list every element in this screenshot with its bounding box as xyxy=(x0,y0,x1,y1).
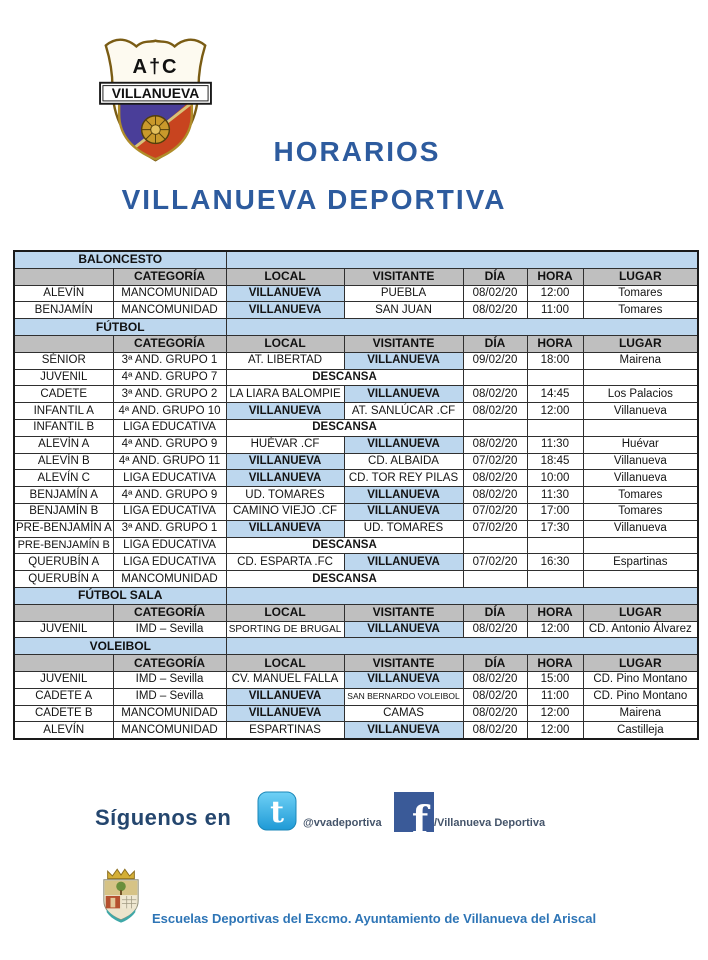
cell-team: JUVENIL xyxy=(14,671,113,688)
cell-hora: 12:00 xyxy=(527,403,583,420)
cell-visitante: CD. TOR REY PILAS xyxy=(344,470,463,487)
cell-category: LIGA EDUCATIVA xyxy=(113,503,226,520)
cell-local: LA LIARA BALOMPIE xyxy=(226,386,344,403)
cell-team: ALEVÍN xyxy=(14,285,113,302)
cell-team: PRE-BENJAMÍN A xyxy=(14,520,113,537)
cell-dia xyxy=(463,571,527,588)
credit-text: Escuelas Deportivas del Excmo. Ayuntamiento de Villanueva del Ariscal xyxy=(152,911,597,926)
cell-category: IMD – Sevilla xyxy=(113,621,226,638)
cell-dia: 08/02/20 xyxy=(463,671,527,688)
cell-visitante: VILLANUEVA xyxy=(344,722,463,739)
section-title-spacer xyxy=(226,251,698,268)
club-crest-logo xyxy=(98,34,213,169)
cell-visitante: CD. ALBAIDA xyxy=(344,453,463,470)
follow-us-label: Síguenos en xyxy=(95,805,232,830)
column-header: CATEGORÍA xyxy=(113,655,226,672)
cell-hora: 12:00 xyxy=(527,621,583,638)
twitter-glyph: t xyxy=(270,795,284,830)
cell-lugar: Tomares xyxy=(583,302,698,319)
column-header: HORA xyxy=(527,655,583,672)
cell-visitante: VILLANUEVA xyxy=(344,554,463,571)
section-title-spacer xyxy=(226,638,698,655)
column-header-blank xyxy=(14,268,113,285)
table-row xyxy=(14,722,698,739)
cell-local: VILLANUEVA xyxy=(226,453,344,470)
cell-local: CAMINO VIEJO .CF xyxy=(226,503,344,520)
column-header: HORA xyxy=(527,604,583,621)
cell-lugar: Mairena xyxy=(583,705,698,722)
cell-hora: 14:45 xyxy=(527,386,583,403)
column-header: VISITANTE xyxy=(344,655,463,672)
column-header: LOCAL xyxy=(226,655,344,672)
cell-visitante: VILLANUEVA xyxy=(344,621,463,638)
cell-visitante: PUEBLA xyxy=(344,285,463,302)
cell-hora: 15:00 xyxy=(527,671,583,688)
table-row xyxy=(14,503,698,520)
cell-dia: 08/02/20 xyxy=(463,705,527,722)
cell-lugar: CD. Pino Montano xyxy=(583,671,698,688)
cell-team: QUERUBÍN A xyxy=(14,554,113,571)
section-row xyxy=(14,319,698,336)
column-header: VISITANTE xyxy=(344,335,463,352)
cell-team: BENJAMÍN A xyxy=(14,487,113,504)
section-title: FÚTBOL SALA xyxy=(14,587,226,604)
cell-hora: 11:30 xyxy=(527,436,583,453)
cell-lugar xyxy=(583,537,698,554)
cell-local: ESPARTINAS xyxy=(226,722,344,739)
cell-category: 4ª AND. GRUPO 10 xyxy=(113,403,226,420)
cell-category: 4ª AND. GRUPO 9 xyxy=(113,436,226,453)
table-row xyxy=(14,302,698,319)
cell-visitante: VILLANUEVA xyxy=(344,503,463,520)
cell-dia: 07/02/20 xyxy=(463,554,527,571)
cell-lugar: Villanueva xyxy=(583,520,698,537)
cell-dia: 08/02/20 xyxy=(463,386,527,403)
column-header-blank xyxy=(14,335,113,352)
cell-dia: 08/02/20 xyxy=(463,688,527,705)
cell-local: UD. TOMARES xyxy=(226,487,344,504)
column-header: LUGAR xyxy=(583,268,698,285)
cell-hora: 11:00 xyxy=(527,302,583,319)
cell-hora: 18:45 xyxy=(527,453,583,470)
cell-lugar: Tomares xyxy=(583,285,698,302)
twitter-icon xyxy=(257,791,297,837)
cell-category: MANCOMUNIDAD xyxy=(113,705,226,722)
cell-category: LIGA EDUCATIVA xyxy=(113,554,226,571)
cell-lugar xyxy=(583,419,698,436)
cell-local: SPORTING DE BRUGAL xyxy=(226,621,344,638)
cell-lugar: Espartinas xyxy=(583,554,698,571)
cell-local: VILLANUEVA xyxy=(226,520,344,537)
column-header: VISITANTE xyxy=(344,268,463,285)
cell-team: CADETE A xyxy=(14,688,113,705)
cell-lugar: Castilleja xyxy=(583,722,698,739)
table-row xyxy=(14,554,698,571)
cell-lugar xyxy=(583,369,698,386)
cell-dia: 07/02/20 xyxy=(463,453,527,470)
club-crest-icon xyxy=(98,34,213,164)
cell-lugar: Huévar xyxy=(583,436,698,453)
cell-dia: 09/02/20 xyxy=(463,352,527,369)
cell-descansa: DESCANSA xyxy=(226,537,463,554)
cell-lugar: Los Palacios xyxy=(583,386,698,403)
column-header: DÍA xyxy=(463,655,527,672)
cell-dia xyxy=(463,537,527,554)
cell-lugar: Tomares xyxy=(583,503,698,520)
column-header: VISITANTE xyxy=(344,604,463,621)
column-header-row xyxy=(14,655,698,672)
cell-category: LIGA EDUCATIVA xyxy=(113,419,226,436)
cell-descansa: DESCANSA xyxy=(226,571,463,588)
table-row xyxy=(14,705,698,722)
cell-team: JUVENIL xyxy=(14,369,113,386)
cell-category: 4ª AND. GRUPO 7 xyxy=(113,369,226,386)
cell-local: CD. ESPARTA .FC xyxy=(226,554,344,571)
cell-team: PRE-BENJAMÍN B xyxy=(14,537,113,554)
cell-category: IMD – Sevilla xyxy=(113,688,226,705)
cell-category: MANCOMUNIDAD xyxy=(113,302,226,319)
cell-team: ALEVÍN B xyxy=(14,453,113,470)
cell-visitante: SAN JUAN xyxy=(344,302,463,319)
cell-local: VILLANUEVA xyxy=(226,302,344,319)
column-header: CATEGORÍA xyxy=(113,268,226,285)
cell-hora: 17:30 xyxy=(527,520,583,537)
column-header-blank xyxy=(14,604,113,621)
section-row xyxy=(14,587,698,604)
table-row xyxy=(14,419,698,436)
twitter-handle: @vvadeportiva xyxy=(303,817,382,829)
cell-hora: 11:00 xyxy=(527,688,583,705)
cell-dia xyxy=(463,369,527,386)
cell-dia: 08/02/20 xyxy=(463,470,527,487)
cell-hora xyxy=(527,537,583,554)
page-title: HORARIOS xyxy=(273,136,441,167)
cell-category: MANCOMUNIDAD xyxy=(113,722,226,739)
cell-team: ALEVÍN A xyxy=(14,436,113,453)
table-row xyxy=(14,537,698,554)
cell-dia: 08/02/20 xyxy=(463,302,527,319)
cell-lugar: CD. Pino Montano xyxy=(583,688,698,705)
cell-team: ALEVÍN C xyxy=(14,470,113,487)
cell-hora: 11:30 xyxy=(527,487,583,504)
column-header: HORA xyxy=(527,335,583,352)
column-header: LOCAL xyxy=(226,604,344,621)
cell-hora: 10:00 xyxy=(527,470,583,487)
cell-visitante: SAN BERNARDO VOLEIBOL xyxy=(344,688,463,705)
town-crest-icon xyxy=(100,866,142,929)
cell-hora: 17:00 xyxy=(527,503,583,520)
cell-dia: 08/02/20 xyxy=(463,487,527,504)
table-row xyxy=(14,520,698,537)
cell-category: 4ª AND. GRUPO 9 xyxy=(113,487,226,504)
cell-lugar: Villanueva xyxy=(583,403,698,420)
cell-dia: 08/02/20 xyxy=(463,621,527,638)
cell-dia: 08/02/20 xyxy=(463,285,527,302)
cell-descansa: DESCANSA xyxy=(226,369,463,386)
column-header: DÍA xyxy=(463,335,527,352)
table-row xyxy=(14,470,698,487)
cell-category: 3ª AND. GRUPO 1 xyxy=(113,520,226,537)
cell-team: BENJAMÍN B xyxy=(14,503,113,520)
column-header: CATEGORÍA xyxy=(113,604,226,621)
facebook-icon xyxy=(394,792,434,837)
facebook-glyph: f xyxy=(411,797,429,832)
cell-visitante: VILLANUEVA xyxy=(344,487,463,504)
section-title-spacer xyxy=(226,587,698,604)
cell-hora xyxy=(527,419,583,436)
column-header-row xyxy=(14,604,698,621)
cell-local: VILLANUEVA xyxy=(226,470,344,487)
cell-category: MANCOMUNIDAD xyxy=(113,571,226,588)
column-header-row xyxy=(14,335,698,352)
cell-hora: 12:00 xyxy=(527,285,583,302)
column-header: CATEGORÍA xyxy=(113,335,226,352)
cell-local: HUÉVAR .CF xyxy=(226,436,344,453)
cell-team: CADETE B xyxy=(14,705,113,722)
table-row xyxy=(14,285,698,302)
cell-local: VILLANUEVA xyxy=(226,688,344,705)
cell-dia xyxy=(463,419,527,436)
cell-team: INFANTIL B xyxy=(14,419,113,436)
cell-visitante: VILLANUEVA xyxy=(344,386,463,403)
cell-category: MANCOMUNIDAD xyxy=(113,285,226,302)
cell-visitante: VILLANUEVA xyxy=(344,352,463,369)
cell-dia: 08/02/20 xyxy=(463,403,527,420)
cell-team: SÉNIOR xyxy=(14,352,113,369)
table-row xyxy=(14,453,698,470)
table-row xyxy=(14,436,698,453)
page-subtitle: VILLANUEVA DEPORTIVA xyxy=(121,184,507,215)
cell-local: CV. MANUEL FALLA xyxy=(226,671,344,688)
cell-category: 4ª AND. GRUPO 11 xyxy=(113,453,226,470)
cell-hora: 16:30 xyxy=(527,554,583,571)
cell-hora: 18:00 xyxy=(527,352,583,369)
section-row xyxy=(14,638,698,655)
cell-lugar: Villanueva xyxy=(583,453,698,470)
cell-lugar: Mairena xyxy=(583,352,698,369)
table-row xyxy=(14,671,698,688)
crest-initials: A†C xyxy=(132,56,179,79)
cell-category: LIGA EDUCATIVA xyxy=(113,470,226,487)
cell-lugar: Tomares xyxy=(583,487,698,504)
cell-team: JUVENIL xyxy=(14,621,113,638)
schedule-table xyxy=(13,250,699,740)
table-row xyxy=(14,571,698,588)
section-title-spacer xyxy=(226,319,698,336)
column-header: LOCAL xyxy=(226,268,344,285)
cell-hora xyxy=(527,571,583,588)
cell-visitante: VILLANUEVA xyxy=(344,436,463,453)
column-header: LUGAR xyxy=(583,604,698,621)
column-header-blank xyxy=(14,655,113,672)
cell-visitante: UD. TOMARES xyxy=(344,520,463,537)
cell-category: LIGA EDUCATIVA xyxy=(113,537,226,554)
table-row xyxy=(14,688,698,705)
cell-visitante: AT. SANLÚCAR .CF xyxy=(344,403,463,420)
cell-hora: 12:00 xyxy=(527,722,583,739)
cell-descansa: DESCANSA xyxy=(226,419,463,436)
cell-hora: 12:00 xyxy=(527,705,583,722)
column-header: LUGAR xyxy=(583,655,698,672)
column-header-row xyxy=(14,268,698,285)
section-row xyxy=(14,251,698,268)
section-title: VOLEIBOL xyxy=(14,638,226,655)
cell-local: VILLANUEVA xyxy=(226,285,344,302)
crest-banner-text: VILLANUEVA xyxy=(111,85,200,102)
cell-category: 3ª AND. GRUPO 2 xyxy=(113,386,226,403)
cell-local: VILLANUEVA xyxy=(226,403,344,420)
cell-local: VILLANUEVA xyxy=(226,705,344,722)
cell-category: 3ª AND. GRUPO 1 xyxy=(113,352,226,369)
column-header: HORA xyxy=(527,268,583,285)
column-header: DÍA xyxy=(463,604,527,621)
cell-team: INFANTIL A xyxy=(14,403,113,420)
cell-team: ALEVÍN xyxy=(14,722,113,739)
cell-category: IMD – Sevilla xyxy=(113,671,226,688)
cell-dia: 07/02/20 xyxy=(463,503,527,520)
cell-team: QUERUBÍN A xyxy=(14,571,113,588)
cell-local: AT. LIBERTAD xyxy=(226,352,344,369)
cell-visitante: CAMAS xyxy=(344,705,463,722)
cell-lugar xyxy=(583,571,698,588)
cell-lugar: Villanueva xyxy=(583,470,698,487)
column-header: DÍA xyxy=(463,268,527,285)
cell-dia: 08/02/20 xyxy=(463,436,527,453)
cell-team: BENJAMÍN xyxy=(14,302,113,319)
cell-team: CADETE xyxy=(14,386,113,403)
section-title: BALONCESTO xyxy=(14,251,226,268)
table-row xyxy=(14,487,698,504)
column-header: LOCAL xyxy=(226,335,344,352)
cell-hora xyxy=(527,369,583,386)
cell-dia: 07/02/20 xyxy=(463,520,527,537)
section-title: FÚTBOL xyxy=(14,319,226,336)
cell-visitante: VILLANUEVA xyxy=(344,671,463,688)
table-row xyxy=(14,403,698,420)
table-row xyxy=(14,352,698,369)
facebook-handle: /Villanueva Deportiva xyxy=(434,817,546,829)
cell-lugar: CD. Antonio Álvarez xyxy=(583,621,698,638)
cell-dia: 08/02/20 xyxy=(463,722,527,739)
table-row xyxy=(14,386,698,403)
table-row xyxy=(14,369,698,386)
column-header: LUGAR xyxy=(583,335,698,352)
table-row xyxy=(14,621,698,638)
